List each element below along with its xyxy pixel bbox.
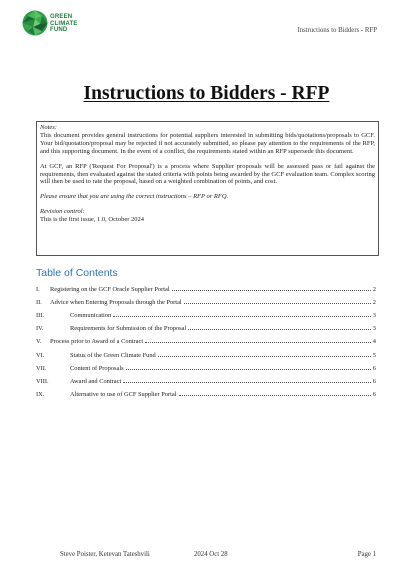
logo-wordmark: GREEN CLIMATE FUND [50,14,78,34]
toc-entry[interactable] [36,332,376,345]
toc-entry-number: VIII. [36,377,49,385]
notes-paragraph-intro: This document provides general instructions for potential suppliers interested in submitting bids/quotations/proposals to GCF. Your bid/quotation/proposal may be rejected if not accurately submitted, so please pay attention to the requirements of the RFP, and this supporting document. In the event of a conflict, the requirements stated within an RFP supersede this document. [40,131,375,155]
toc-dot-leader [179,395,371,396]
toc-entry-page: 6 [372,364,376,372]
toc-entry-title: Communication [70,312,112,320]
table-of-contents [36,280,376,398]
toc-dot-leader [172,290,371,291]
toc-entry-number: V. [36,338,42,346]
notes-paragraph-reminder: Please ensure that you are using the correct instructions – RFP or RFQ. [40,193,229,201]
toc-dot-leader [158,356,371,357]
toc-dot-leader [188,329,371,330]
toc-entry-number: III. [36,312,44,320]
toc-entry-page: 4 [372,338,376,346]
notes-paragraph-rfp: At GCF, an RFP ('Request For Proposal') is a process where Supplier proposals will be assessed pass or fail against the requirements, then evaluated against the stated criteria with points being awarded by the GCF evaluation team. Complex scoring will then be used to rate the proposal, based on a weighted combination of points, and cost. [40,162,375,186]
toc-entry-page: 6 [372,377,376,385]
revision-text: This is the first issue, 1.0, October 2024 [40,216,144,224]
green-climate-fund-logo [22,10,86,54]
toc-entry[interactable] [36,306,376,319]
toc-entry-title: Alternative to use of GCF Supplier Portal [70,390,177,398]
toc-entry-page: 5 [372,351,376,359]
toc-entry[interactable] [36,319,376,332]
toc-entry-title: Status of the Green Climate Fund [70,351,156,359]
toc-dot-leader [184,303,371,304]
notes-box [36,121,379,256]
toc-entry-title: Advice when Entering Proposals through the Portal [50,299,182,307]
footer-authors: Steve Poister, Ketevan Tateshvili [60,551,150,558]
document-title: Instructions to Bidders - RFP [83,83,330,104]
toc-entry-page: 6 [372,390,376,398]
toc-entry-title: Award and Contract [70,377,122,385]
toc-dot-leader [113,316,371,317]
toc-entry-title: Registering on the GCF Oracle Supplier Portal [50,286,170,294]
toc-entry-number: VI. [36,351,45,359]
footer-date: 2024 Oct 28 [194,551,228,558]
toc-entry-page: 2 [372,286,376,294]
toc-entry[interactable] [36,345,376,358]
revision-label: Revision control: [40,208,85,216]
notes-label: Notes: [40,124,57,131]
toc-entry-title: Content of Proposals [70,364,124,372]
toc-entry[interactable] [36,372,376,385]
toc-entry-page: 3 [372,312,376,320]
toc-entry[interactable] [36,293,376,306]
globe-logo-icon [22,10,48,36]
toc-entry-number: IV. [36,325,44,333]
toc-entry[interactable] [36,280,376,293]
toc-entry-number: VII. [36,364,47,372]
toc-entry[interactable] [36,385,376,398]
running-header: Instructions to Bidders - RFP [297,27,377,34]
toc-entry-page: 2 [372,299,376,307]
toc-dot-leader [123,382,371,383]
toc-entry-title: Process prior to Award of a Contract [50,338,144,346]
toc-heading: Table of Contents [36,267,118,279]
toc-entry-number: II. [36,299,42,307]
toc-entry-number: I. [36,286,40,294]
toc-dot-leader [145,342,371,343]
toc-entry-page: 3 [372,325,376,333]
toc-dot-leader [126,369,371,370]
toc-entry-title: Requirements for Submission of the Proposal [70,325,187,333]
footer-page-number: Page 1 [357,551,376,558]
toc-entry[interactable] [36,359,376,372]
toc-entry-number: IX. [36,390,45,398]
